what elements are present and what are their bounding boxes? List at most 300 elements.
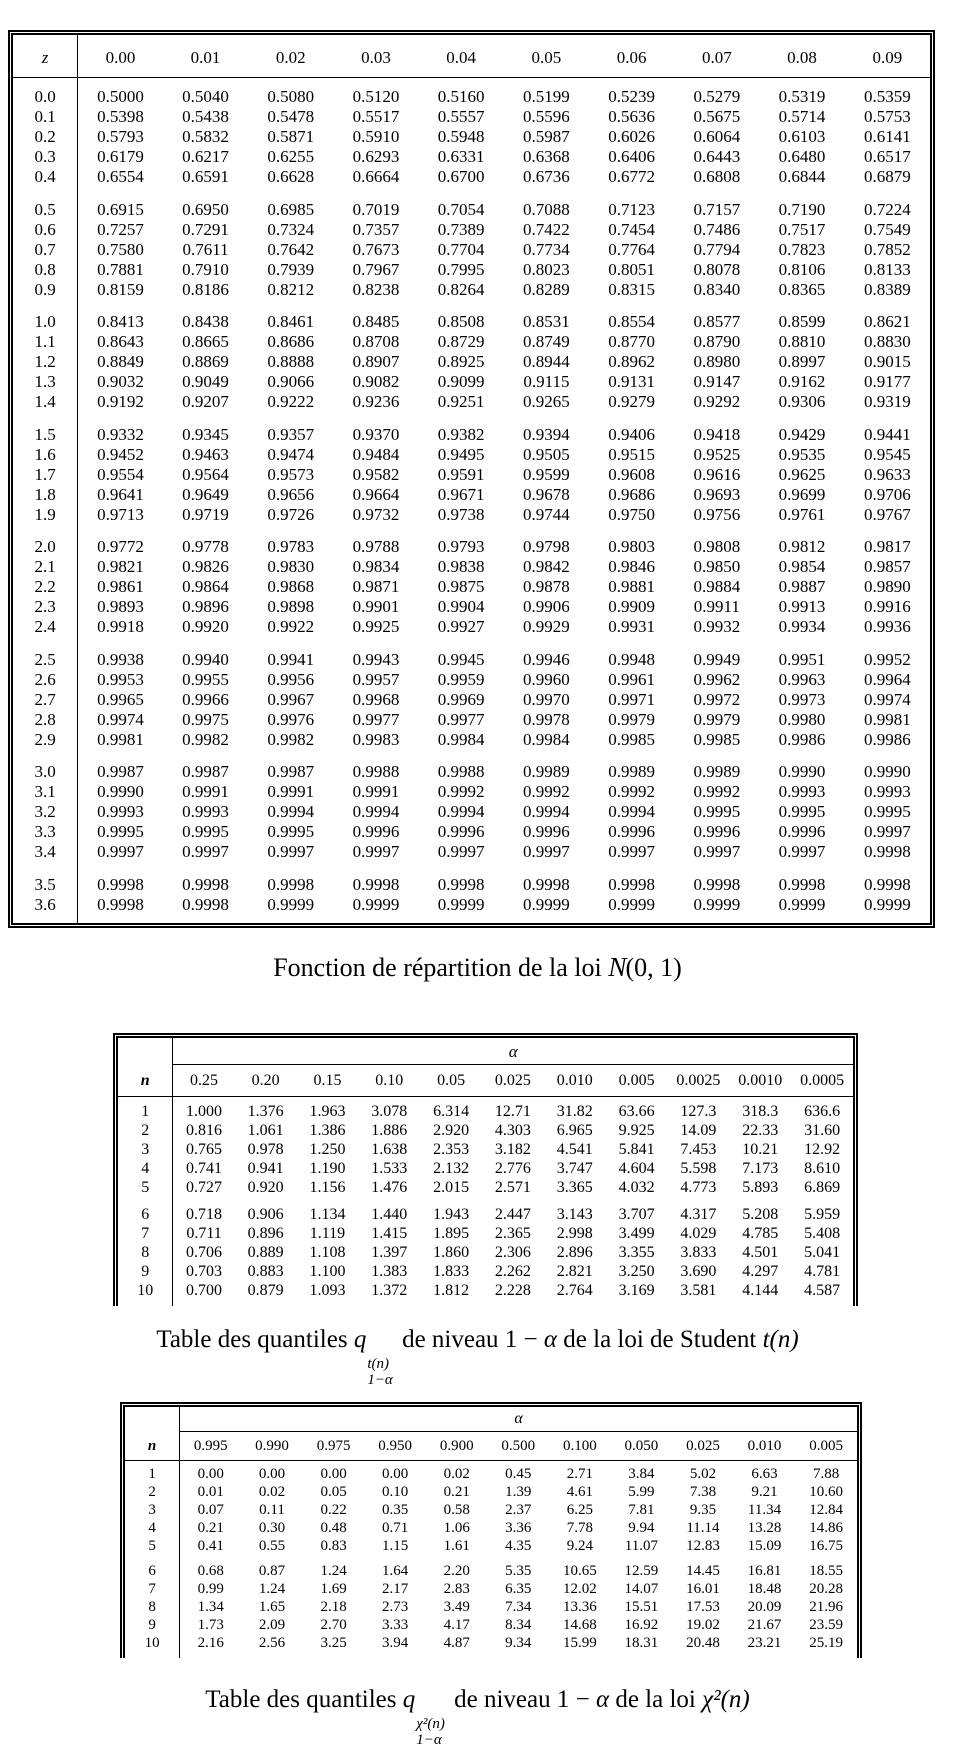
- value-cell: 0.6406: [608, 147, 655, 166]
- value-cell: 0.9772: [97, 537, 144, 556]
- value-cell: 8.610: [804, 1160, 841, 1177]
- value-cell: 0.9941: [267, 649, 315, 669]
- value-cell: 0.9803: [608, 537, 655, 556]
- data-table: [125, 1407, 857, 1658]
- alpha-label: α: [180, 1407, 857, 1432]
- value-cell: 22.33: [742, 1122, 779, 1139]
- table-row: [13, 392, 930, 412]
- value-cell: 0.6443: [693, 147, 741, 166]
- row-label: 7: [118, 1224, 173, 1243]
- value-cell: 23.21: [747, 1634, 782, 1651]
- row-label: 5: [125, 1538, 180, 1556]
- value-cell: 0.711: [186, 1224, 222, 1242]
- value-cell: 6.314: [433, 1103, 470, 1120]
- row-label: 1.5: [13, 412, 78, 445]
- row-label: 3.5: [13, 862, 78, 895]
- value-cell: 0.9987: [267, 762, 315, 781]
- value-cell: 2.353: [433, 1141, 470, 1158]
- value-cell: 5.208: [742, 1205, 779, 1223]
- value-cell: 0.9999: [437, 894, 485, 914]
- value-cell: 1.64: [382, 1562, 409, 1579]
- value-cell: 0.7257: [97, 219, 144, 239]
- value-cell: 0.8643: [97, 332, 144, 351]
- column-header: 0.20: [251, 1072, 280, 1089]
- value-cell: 0.9861: [97, 577, 144, 596]
- value-cell: 0.9750: [608, 504, 655, 524]
- value-cell: 0.9997: [437, 842, 485, 861]
- value-cell: 0.9904: [437, 597, 485, 616]
- value-cell: 0.9998: [182, 894, 229, 914]
- value-cell: 0.5160: [437, 87, 485, 106]
- value-cell: 0.9418: [693, 424, 741, 444]
- value-cell: 0.8944: [523, 352, 570, 371]
- value-cell: 0.8531: [523, 312, 570, 331]
- value-cell: 0.7910: [182, 259, 229, 279]
- value-cell: 0.7088: [523, 199, 570, 219]
- value-cell: 2.71: [566, 1466, 593, 1482]
- table-row: [13, 484, 930, 504]
- value-cell: 0.9998: [693, 874, 741, 894]
- quantile-subscript: 1−α: [416, 1732, 442, 1748]
- value-cell: 0.9177: [863, 372, 911, 391]
- value-cell: 0.9918: [97, 617, 144, 636]
- table-row: [118, 1122, 853, 1141]
- value-cell: 1.24: [320, 1562, 347, 1579]
- row-label: 1.9: [13, 504, 78, 524]
- value-cell: 0.8264: [437, 279, 485, 299]
- value-cell: 0.9979: [608, 709, 655, 729]
- value-cell: 5.02: [689, 1466, 717, 1482]
- value-cell: 1.812: [433, 1281, 470, 1299]
- alpha-header-row: [118, 1038, 853, 1065]
- table-row: [13, 412, 930, 445]
- value-cell: 0.7734: [523, 239, 570, 259]
- caption-text: de niveau 1 −: [402, 1326, 538, 1353]
- value-cell: 3.707: [618, 1205, 655, 1223]
- value-cell: 0.9961: [608, 669, 655, 689]
- column-header-row: [13, 35, 930, 78]
- value-cell: 4.541: [556, 1141, 593, 1158]
- value-cell: 1.61: [443, 1538, 470, 1554]
- value-cell: 0.9854: [778, 557, 826, 576]
- value-cell: 1.476: [371, 1179, 408, 1196]
- value-cell: 0.9982: [182, 729, 229, 749]
- value-cell: 0.9441: [863, 424, 911, 444]
- value-cell: 2.821: [556, 1262, 593, 1280]
- value-cell: 0.8365: [778, 279, 826, 299]
- value-cell: 6.869: [804, 1179, 841, 1196]
- column-header: 0.06: [616, 48, 647, 67]
- value-cell: 0.8621: [863, 312, 911, 331]
- value-cell: 0.9977: [437, 709, 485, 729]
- value-cell: 0.9625: [778, 464, 826, 484]
- column-header: 0.010: [747, 1438, 782, 1454]
- value-cell: 0.9192: [97, 392, 144, 411]
- row-label: 8: [125, 1598, 180, 1616]
- value-cell: 0.9989: [523, 762, 570, 781]
- value-cell: 1.386: [309, 1122, 346, 1139]
- value-cell: 0.8186: [182, 279, 229, 299]
- value-cell: 0.6915: [97, 199, 144, 219]
- column-header: 0.950: [378, 1438, 412, 1454]
- data-table: [118, 1038, 853, 1306]
- value-cell: 0.8790: [693, 332, 741, 351]
- value-cell: 0.6628: [267, 167, 315, 186]
- value-cell: 15.99: [562, 1634, 597, 1651]
- value-cell: 0.9893: [97, 597, 144, 616]
- value-cell: 2.365: [494, 1224, 531, 1242]
- value-cell: 0.9608: [608, 464, 655, 484]
- value-cell: 7.88: [813, 1466, 840, 1482]
- value-cell: 0.9995: [778, 802, 826, 821]
- value-cell: 1.06: [443, 1520, 470, 1536]
- value-cell: 0.9995: [97, 822, 144, 841]
- value-cell: 0.9015: [863, 352, 911, 371]
- value-cell: 0.6700: [437, 167, 485, 186]
- table-row: [125, 1556, 857, 1581]
- column-header: 0.03: [361, 48, 391, 67]
- value-cell: 12.84: [809, 1502, 844, 1518]
- value-cell: 0.6879: [863, 167, 911, 186]
- value-cell: 0.9744: [523, 504, 570, 524]
- value-cell: 23.59: [809, 1616, 844, 1633]
- value-cell: 1.65: [258, 1598, 286, 1615]
- value-cell: 0.9971: [608, 689, 655, 709]
- value-cell: 0.00: [258, 1466, 286, 1482]
- value-cell: 0.9991: [352, 782, 400, 801]
- row-label: 0.6: [13, 219, 78, 239]
- value-cell: 0.9838: [437, 557, 485, 576]
- value-cell: 0.9981: [97, 729, 144, 749]
- column-header: 0.005: [809, 1438, 844, 1454]
- value-cell: 3.078: [371, 1103, 408, 1120]
- value-cell: 0.9881: [608, 577, 655, 596]
- value-cell: 0.9999: [863, 894, 911, 914]
- value-cell: 0.9967: [267, 689, 315, 709]
- value-cell: 11.07: [624, 1538, 658, 1554]
- row-label: 0.5: [13, 187, 78, 220]
- value-cell: 0.8485: [352, 312, 400, 331]
- value-cell: 2.70: [320, 1616, 347, 1633]
- table-row: [13, 464, 930, 484]
- value-cell: 1.119: [309, 1224, 346, 1242]
- value-cell: 7.38: [689, 1484, 717, 1500]
- value-cell: 0.9951: [778, 649, 826, 669]
- value-cell: 0.7611: [182, 239, 229, 259]
- value-cell: 0.978: [247, 1141, 284, 1158]
- value-cell: 0.706: [186, 1243, 223, 1261]
- value-cell: 0.5319: [778, 87, 826, 106]
- value-cell: 0.9965: [97, 689, 144, 709]
- value-cell: 1.156: [309, 1179, 346, 1196]
- value-cell: 0.7123: [608, 199, 655, 219]
- value-cell: 20.28: [809, 1580, 844, 1597]
- value-cell: 3.36: [505, 1520, 532, 1536]
- quantile-scripts: [416, 1717, 445, 1749]
- value-cell: 9.24: [566, 1538, 593, 1554]
- value-cell: 16.81: [747, 1562, 782, 1579]
- caption-text: Table des quantiles: [156, 1326, 348, 1353]
- value-cell: 0.9984: [523, 729, 570, 749]
- value-cell: 0.9994: [267, 802, 315, 821]
- value-cell: 0.9878: [523, 577, 570, 596]
- value-cell: 7.173: [742, 1160, 779, 1177]
- value-cell: 0.6179: [97, 147, 144, 166]
- value-cell: 0.35: [382, 1502, 409, 1518]
- value-cell: 0.6950: [182, 199, 229, 219]
- table-row: [13, 577, 930, 597]
- value-cell: 0.83: [320, 1538, 347, 1554]
- value-cell: 636.6: [804, 1103, 841, 1120]
- value-cell: 0.8159: [97, 279, 144, 299]
- value-cell: 0.9998: [267, 874, 315, 894]
- value-cell: 3.365: [556, 1179, 593, 1196]
- value-cell: 0.9984: [437, 729, 485, 749]
- value-cell: 0.9564: [182, 464, 229, 484]
- value-cell: 0.7019: [352, 199, 400, 219]
- value-cell: 0.8340: [693, 279, 741, 299]
- chi2-table-caption: [0, 1686, 955, 1749]
- value-cell: 5.041: [804, 1243, 841, 1261]
- row-label: 10: [118, 1281, 173, 1306]
- value-cell: 0.6480: [778, 147, 826, 166]
- value-cell: 2.015: [433, 1179, 470, 1196]
- value-cell: 0.9706: [863, 484, 911, 504]
- value-cell: 0.9664: [352, 484, 400, 504]
- value-cell: 0.7764: [608, 239, 655, 259]
- value-cell: 0.9959: [437, 669, 485, 689]
- value-cell: 0.99: [197, 1580, 224, 1597]
- value-cell: 0.9906: [523, 597, 570, 616]
- value-cell: 16.01: [686, 1580, 720, 1597]
- value-cell: 0.5080: [267, 87, 315, 106]
- table-row: [13, 802, 930, 822]
- value-cell: 0.9997: [267, 842, 315, 861]
- value-cell: 0.9884: [693, 577, 741, 596]
- value-cell: 0.7224: [863, 199, 911, 219]
- row-label: 2.2: [13, 577, 78, 597]
- table-row: [13, 729, 930, 749]
- normal-table-caption: [0, 952, 955, 983]
- value-cell: 2.73: [382, 1598, 409, 1615]
- value-cell: 1.093: [309, 1281, 346, 1299]
- value-cell: 0.9066: [267, 372, 315, 391]
- value-cell: 3.355: [618, 1243, 655, 1261]
- value-cell: 4.87: [443, 1634, 470, 1651]
- value-cell: 0.9573: [267, 464, 315, 484]
- value-cell: 0.9826: [182, 557, 229, 576]
- table-row: [13, 444, 930, 464]
- column-header: 0.05: [531, 48, 562, 67]
- value-cell: 0.8289: [523, 279, 570, 299]
- value-cell: 0.9649: [182, 484, 229, 504]
- table-row: [13, 894, 930, 923]
- table-row: [13, 259, 930, 279]
- value-cell: 2.998: [556, 1224, 593, 1242]
- value-cell: 0.9871: [352, 577, 400, 596]
- value-cell: 0.9998: [352, 874, 400, 894]
- row-label: 0.4: [13, 167, 78, 187]
- value-cell: 0.7967: [352, 259, 400, 279]
- value-cell: 21.67: [747, 1616, 782, 1633]
- row-label: 3.2: [13, 802, 78, 822]
- value-cell: 0.9927: [437, 617, 485, 636]
- value-cell: 0.8413: [97, 312, 144, 331]
- value-cell: 0.9990: [778, 762, 826, 781]
- table-row: [118, 1243, 853, 1262]
- value-cell: 0.5557: [437, 107, 485, 126]
- table-row: [13, 842, 930, 862]
- value-cell: 0.6985: [267, 199, 315, 219]
- value-cell: 0.9279: [608, 392, 655, 411]
- value-cell: 3.33: [382, 1616, 409, 1633]
- value-cell: 0.9599: [523, 464, 570, 484]
- value-cell: 0.5359: [863, 87, 911, 106]
- row-label: 1: [118, 1097, 173, 1122]
- value-cell: 0.9969: [437, 689, 485, 709]
- value-cell: 0.9686: [608, 484, 655, 504]
- value-cell: 0.9993: [182, 802, 229, 821]
- column-header: 0.025: [686, 1438, 720, 1454]
- row-label: 0.9: [13, 279, 78, 299]
- value-cell: 0.9997: [182, 842, 229, 861]
- row-label: 1.2: [13, 352, 78, 372]
- value-cell: 2.56: [258, 1634, 286, 1651]
- value-cell: 0.9719: [182, 504, 229, 524]
- script-n-symbol: N: [608, 952, 626, 982]
- value-cell: 0.7054: [437, 199, 485, 219]
- table-row: [118, 1281, 853, 1306]
- value-cell: 0.7517: [778, 219, 826, 239]
- value-cell: 0.9987: [97, 762, 144, 781]
- value-cell: 0.9857: [863, 557, 911, 576]
- column-header: 0.900: [439, 1438, 474, 1454]
- value-cell: 0.9222: [267, 392, 315, 411]
- value-cell: 2.37: [505, 1502, 532, 1518]
- value-cell: 0.9998: [523, 874, 570, 894]
- value-cell: 0.9370: [352, 424, 400, 444]
- value-cell: 0.9999: [608, 894, 655, 914]
- column-header-row: [118, 1065, 853, 1097]
- row-label: 1.8: [13, 484, 78, 504]
- column-header: 0.00: [105, 48, 136, 67]
- value-cell: 1.100: [309, 1262, 346, 1280]
- value-cell: 0.7995: [437, 259, 485, 279]
- table-row: [13, 279, 930, 299]
- value-cell: 0.9049: [182, 372, 229, 391]
- value-cell: 1.895: [433, 1224, 470, 1242]
- value-cell: 0.9474: [267, 444, 315, 464]
- value-cell: 2.896: [556, 1243, 593, 1261]
- value-cell: 1.73: [197, 1616, 224, 1633]
- value-cell: 9.34: [505, 1634, 532, 1651]
- value-cell: 5.893: [742, 1179, 779, 1196]
- row-label: 0.2: [13, 127, 78, 147]
- value-cell: 0.9452: [97, 444, 144, 464]
- table-row: [13, 669, 930, 689]
- value-cell: 2.776: [494, 1160, 531, 1177]
- value-cell: 0.8577: [693, 312, 741, 331]
- value-cell: 12.59: [624, 1562, 659, 1579]
- value-cell: 0.9812: [778, 537, 826, 556]
- normal-cdf-table: [8, 30, 935, 928]
- value-cell: 0.8749: [523, 332, 570, 351]
- column-header: 0.04: [446, 48, 477, 67]
- corner-cell: [125, 1407, 180, 1432]
- row-label: 1.6: [13, 444, 78, 464]
- value-cell: 2.18: [320, 1598, 347, 1615]
- value-cell: 9.21: [751, 1484, 778, 1500]
- value-cell: 0.9115: [523, 372, 570, 391]
- value-cell: 0.9990: [97, 782, 144, 801]
- value-cell: 0.9207: [182, 392, 229, 411]
- value-cell: 0.6591: [182, 167, 229, 186]
- value-cell: 0.9997: [97, 842, 144, 861]
- value-cell: 0.8665: [182, 332, 229, 351]
- value-cell: 0.9998: [863, 842, 911, 861]
- value-cell: 0.9846: [608, 557, 655, 576]
- quantile-subscript: 1−α: [367, 1372, 393, 1388]
- value-cell: 1.440: [371, 1205, 408, 1223]
- table-row: [118, 1262, 853, 1281]
- value-cell: 0.5279: [693, 87, 741, 106]
- value-cell: 0.9952: [863, 649, 911, 669]
- value-cell: 0.9236: [352, 392, 400, 411]
- value-cell: 0.9996: [352, 822, 400, 841]
- value-cell: 0.9922: [267, 617, 315, 636]
- value-cell: 0.87: [258, 1562, 286, 1579]
- value-cell: 4.297: [742, 1262, 779, 1280]
- value-cell: 1.69: [320, 1580, 347, 1597]
- value-cell: 0.8554: [608, 312, 655, 331]
- value-cell: 0.6331: [437, 147, 485, 166]
- value-cell: 0.7704: [437, 239, 485, 259]
- value-cell: 0.9515: [608, 444, 655, 464]
- student-quantile-table: [113, 1033, 858, 1306]
- value-cell: 6.25: [566, 1502, 593, 1518]
- value-cell: 0.9162: [778, 372, 826, 391]
- value-cell: 0.9985: [608, 729, 655, 749]
- caption-text: de la loi de Student: [563, 1326, 757, 1353]
- value-cell: 0.9996: [523, 822, 570, 841]
- column-header: 0.01: [190, 48, 221, 67]
- value-cell: 0.9979: [693, 709, 741, 729]
- value-cell: 0.906: [247, 1205, 284, 1223]
- value-cell: 0.9977: [352, 709, 400, 729]
- value-cell: 0.9995: [863, 802, 911, 821]
- value-cell: 0.9988: [352, 762, 400, 781]
- value-cell: 1.963: [309, 1103, 346, 1120]
- value-cell: 14.68: [562, 1616, 597, 1633]
- value-cell: 127.3: [680, 1103, 717, 1120]
- value-cell: 0.6808: [693, 167, 741, 186]
- value-cell: 0.9808: [693, 537, 741, 556]
- value-cell: 0.8888: [267, 352, 315, 371]
- value-cell: 0.5120: [352, 87, 400, 106]
- value-cell: 0.11: [259, 1502, 285, 1518]
- row-label: 2.9: [13, 729, 78, 749]
- value-cell: 0.8238: [352, 279, 400, 299]
- value-cell: 15.51: [624, 1598, 659, 1615]
- row-label: 2.7: [13, 689, 78, 709]
- value-cell: 0.9767: [863, 504, 911, 524]
- value-cell: 2.83: [443, 1580, 470, 1597]
- value-cell: 0.9991: [182, 782, 229, 801]
- row-label: 6: [118, 1198, 173, 1225]
- value-cell: 0.9989: [608, 762, 655, 781]
- value-cell: 318.3: [742, 1103, 779, 1120]
- value-cell: 0.9525: [693, 444, 741, 464]
